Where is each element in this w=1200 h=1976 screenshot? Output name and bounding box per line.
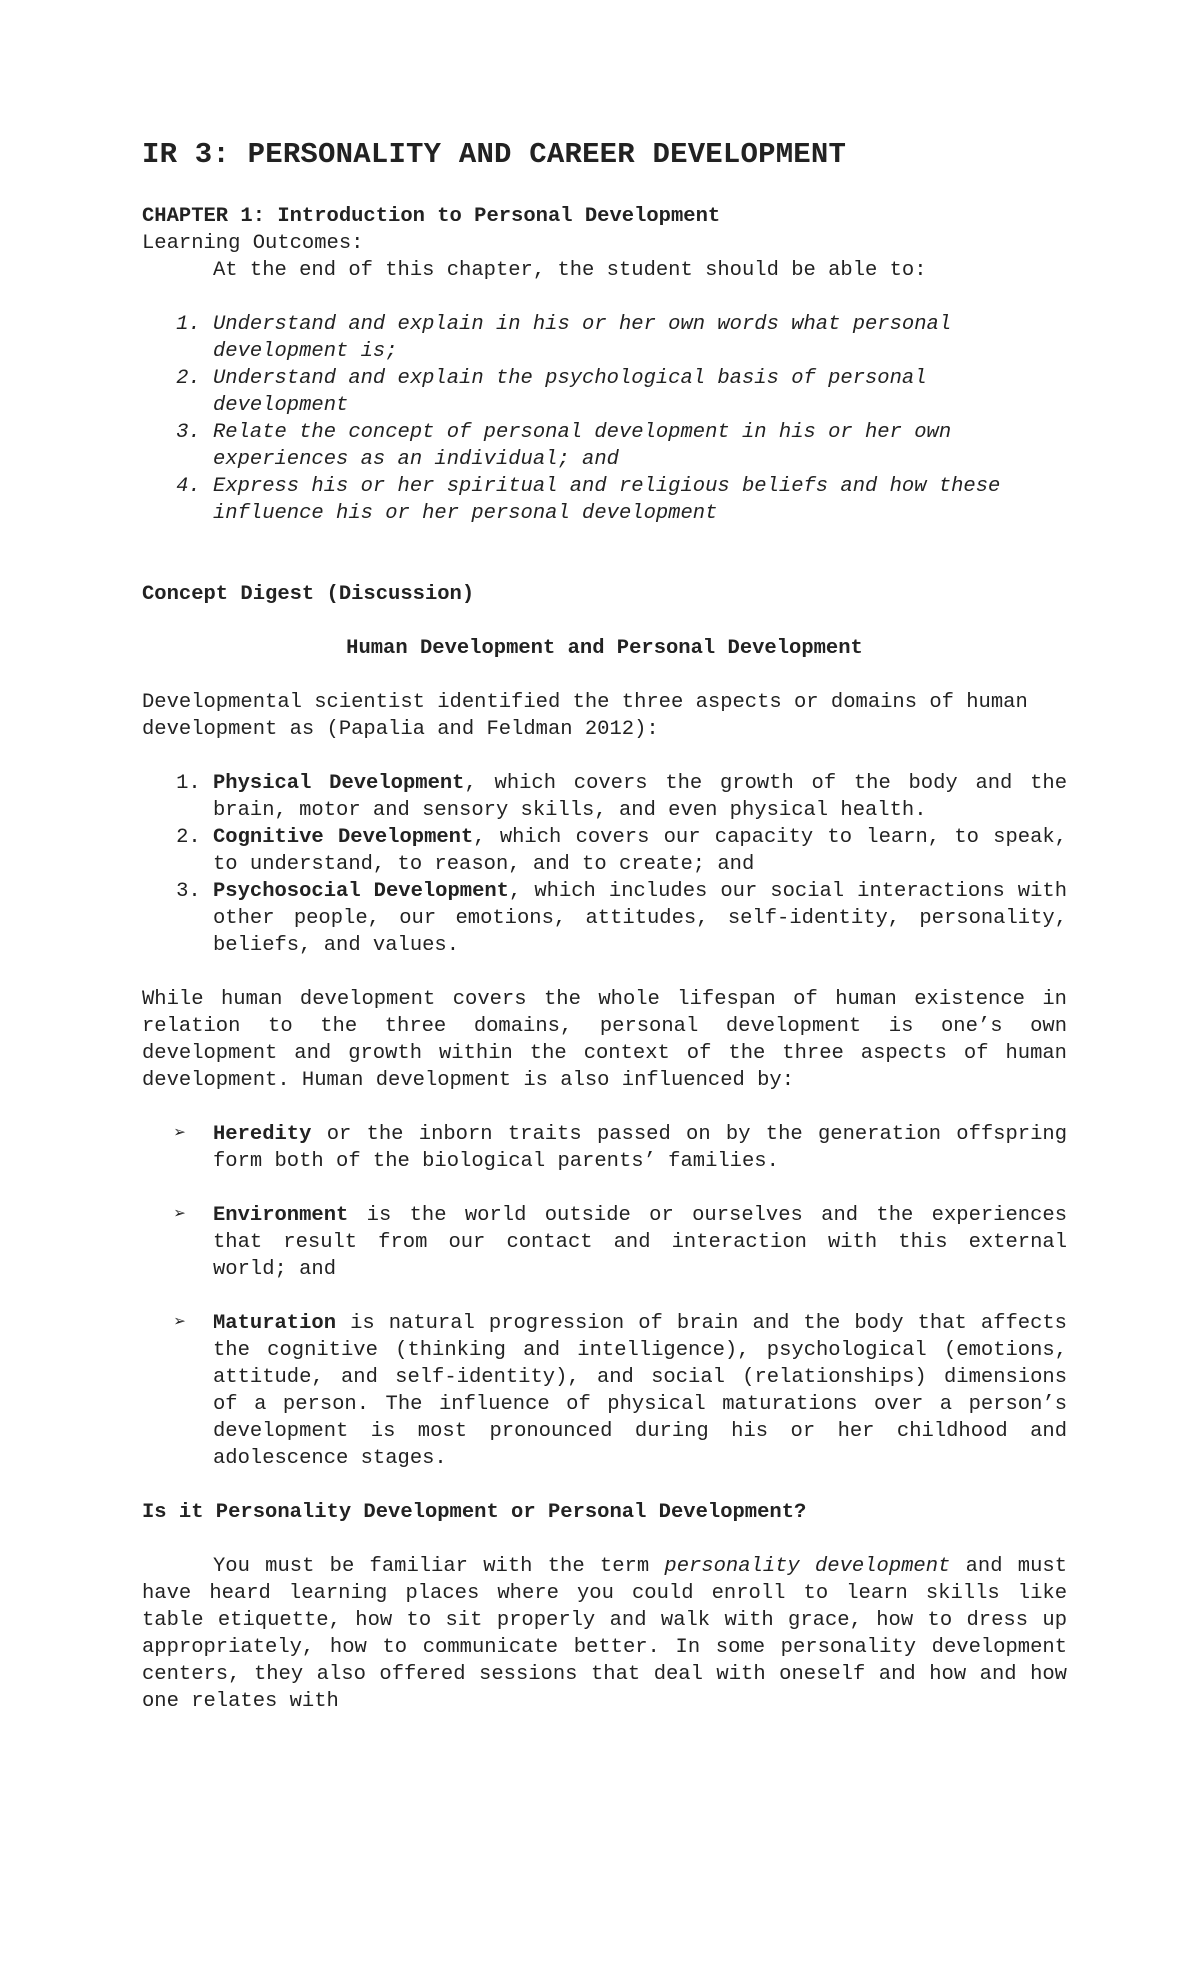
arrow-bullet-icon: ➢ bbox=[174, 1203, 187, 1227]
influence-term: Heredity bbox=[213, 1122, 312, 1146]
final-paragraph-rest: and must have heard learning places where you could enroll to learn skills like table etiquette, how to sit properly and walk with grace, how to dress up appropriately, how to communicate better. In some personality development centers, they also offered sessions that deal with oneself and how and how one relates with bbox=[142, 1554, 1067, 1713]
list-item bbox=[213, 824, 1067, 878]
influences-list bbox=[142, 1121, 1067, 1472]
influence-term: Environment bbox=[213, 1203, 349, 1227]
human-development-paragraph: While human development covers the whole lifespan of human existence in relation to the three domains, personal development is one’s own development and growth within the context of the three aspects of human development. Human development is also influenced by: bbox=[142, 987, 1067, 1092]
document-page bbox=[142, 138, 1067, 1715]
list-item bbox=[213, 770, 1067, 824]
domains-intro: Developmental scientist identified the three aspects or domains of human development as (Papalia and Feldman 2012): bbox=[142, 690, 1028, 741]
influence-text: is the world outside or ourselves and the experiences that result from our contact and interaction with this external world; and bbox=[213, 1203, 1067, 1281]
chapter-heading: CHAPTER 1: Introduction to Personal Development bbox=[142, 204, 721, 228]
concept-digest-heading: Concept Digest (Discussion) bbox=[142, 582, 475, 606]
list-item: 3. Relate the concept of personal development in his or her own experiences as an individual; and bbox=[213, 419, 1067, 473]
domain-text: , which covers our capacity to learn, to speak, to understand, to reason, and to create; and bbox=[213, 825, 1067, 876]
influence-term: Maturation bbox=[213, 1311, 337, 1335]
list-item bbox=[213, 878, 1067, 959]
question-heading: Is it Personality Development or Personal Development? bbox=[142, 1500, 807, 1524]
domain-text: , which includes our social interactions with other people, our emotions, attitudes, self-identity, personality, beliefs, and values. bbox=[213, 879, 1068, 957]
final-paragraph bbox=[142, 1553, 1067, 1715]
influence-text: or the inborn traits passed on by the generation offspring form both of the biological parents’ families. bbox=[213, 1122, 1067, 1173]
list-item: 4. Express his or her spiritual and religious beliefs and how these influence his or her personal development bbox=[213, 473, 1067, 527]
list-item: 1. Understand and explain in his or her own words what personal development is; bbox=[213, 311, 1067, 365]
influence-text: is natural progression of brain and the body that affects the cognitive (thinking and intelligence), psychological (emotions, attitude, and self-identity), and social (relationships) dimensions of a person. The influence of physical maturations over a person’s development is most pronounced during his or her childhood and adolescence stages. bbox=[213, 1311, 1067, 1470]
arrow-bullet-icon: ➢ bbox=[174, 1311, 187, 1335]
learning-outcomes-label: Learning Outcomes: bbox=[142, 231, 364, 255]
list-item: 2. Understand and explain the psychological basis of personal development bbox=[213, 365, 1067, 419]
domain-text: , which covers the growth of the body and the brain, motor and sensory skills, and even physical health. bbox=[213, 771, 1067, 822]
list-item bbox=[142, 1310, 1067, 1472]
emphasized-term: personality development bbox=[664, 1554, 951, 1578]
domain-term: Physical Development bbox=[213, 771, 465, 795]
domain-term: Psychosocial Development bbox=[213, 879, 509, 903]
domain-term: Cognitive Development bbox=[213, 825, 474, 849]
document-title: IR 3: PERSONALITY AND CAREER DEVELOPMENT bbox=[142, 138, 847, 171]
list-item bbox=[142, 1202, 1067, 1283]
section-heading: Human Development and Personal Development bbox=[346, 636, 863, 660]
learning-outcomes-list bbox=[142, 311, 1067, 527]
final-paragraph-start: You must be familiar with the term bbox=[213, 1554, 665, 1578]
domains-list bbox=[142, 770, 1067, 959]
arrow-bullet-icon: ➢ bbox=[174, 1122, 187, 1146]
outcomes-intro: At the end of this chapter, the student should be able to: bbox=[213, 258, 927, 282]
list-item bbox=[142, 1121, 1067, 1175]
